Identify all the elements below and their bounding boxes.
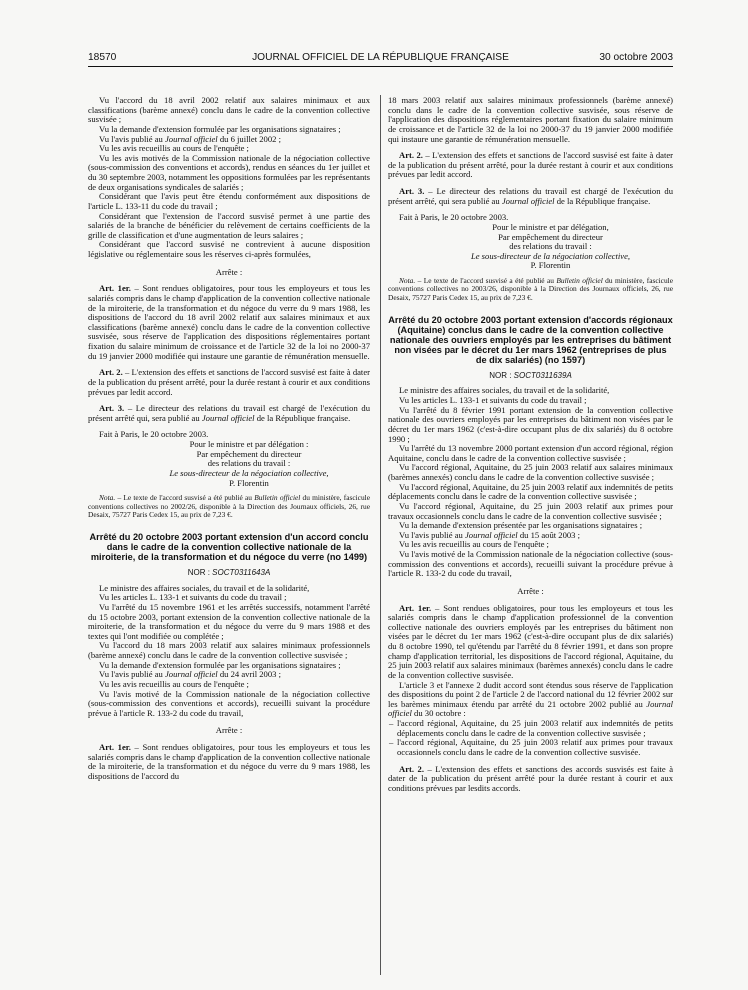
article-1: Art. 1er. – Sont rendues obligatoires, pour tous les employeurs et tous les salariés compris dans le champ d'application professionnel de la convention collective nationale des ouvriers employés par les entreprises du bâtiment non visées par le décret du 1er mars 1962 (c'est-à-dire occupant plus de dix salariés) du 8 octobre 1990, tel qu'étendu par l'arrêté du 8 février 1991, et dans son propre champ d'application territorial, les dispositions de l'accord régional, Aquitaine, du 25 juin 2003 relatif aux salaires minimaux (barèmes annexés) conclu dans le cadre de la convention collective susvisée. [388, 602, 673, 680]
visa: Vu l'avis publié au Journal officiel du 15 août 2003 ; [399, 529, 581, 540]
visa: Le ministre des affaires sociales, du travail et de la solidarité, [99, 582, 310, 593]
done-at: Fait à Paris, le 20 octobre 2003. [399, 212, 509, 223]
visa: Vu l'accord régional, Aquitaine, du 25 juin 2003 relatif aux primes pour travaux occasionnels conclu dans le cadre de la convention collective susvisée ; [388, 500, 673, 521]
visa: Considérant que l'extension de l'accord susvisé permet à une partie des salariés de la branche de bénéficier du relèvement de certains coefficients de la grille de classification et d'une augmentation de leurs salaires ; [88, 210, 370, 240]
article-3: Art. 3. – Le directeur des relations du travail est chargé de l'exécution du présent arrêté qui, sera publié au Journal officiel de la République française. [88, 403, 371, 423]
visa: Vu les avis recueillis au cours de l'enquête ; [99, 143, 249, 154]
nor-reference: NOR : SOCT0311639A [489, 370, 572, 380]
article-1-paragraph-2: L'article 3 et l'annexe 2 dudit accord sont étendus sous réserve de l'application des dispositions du point 2 de l'article 2 de l'accord national du 12 février 2002 sur les barèmes minimaux étendu par arrêté du 21 octobre 2002 publié au Journal officiel du 30 octobre : [388, 679, 673, 719]
issue-date: 30 octobre 2003 [599, 52, 673, 63]
article-2: Art. 2. – L'extension des effets et sanctions des accords susvisés est faite à dater de la publication du présent arrêté pour la durée restant à courir et aux conditions prévues par lesdits accords. [388, 763, 674, 793]
journal-title: JOURNAL OFFICIEL DE LA RÉPUBLIQUE FRANÇAISE [252, 52, 509, 63]
list-item: – l'accord régional, Aquitaine, du 25 juin 2003 relatif aux primes pour travaux occasionnels conclu dans le cadre de la convention collective susvisée. [388, 738, 673, 757]
page-number: 18570 [88, 52, 117, 63]
nota: Nota. – Le texte de l'accord susvisé a été publié au Bulletin officiel du ministère, fascicule conventions collectives no 2003/26, disponible à la Direction des Journaux officiels, 26, rue Desaix, 75727 Paris Cedex 15, au prix de 7,23 €. [388, 276, 673, 302]
decree-title: Arrêté du 20 octobre 2003 portant extension d'un accord conclu dans le cadre de la convention collective nationale de la miroiterie, de la transformation et du négoce du verre (no 1499) [89, 532, 369, 563]
decree-title: Arrêté du 20 octobre 2003 portant extension d'accords régionaux (Aquitaine) conclus dans le cadre de la convention collective nationale des ouvriers employés par les entreprises du bâtiment non visées par le décret du 1er mars 1962 (entreprises de plus de dix salariés) (no 1597) [388, 315, 673, 365]
visa: Vu les avis recueillis au cours de l'enquête ; [399, 539, 549, 550]
article-1: Art. 1er. – Sont rendues obligatoires, pour tous les employeurs et tous les salariés compris dans le champ d'application de la convention collective nationale de la miroiterie, de la transformation et du négoce du verre du 9 mars 1988, les dispositions de l'accord du 18 avril 2002 relatif aux salaires minimaux et aux classifications (barème annexé) conclu dans le cadre de la convention collective susvisée, sous réserve de l'application des dispositions réglementaires portant fixation du salaire minimum de croissance et de l'article 32 de la loi no 2000-37 du 19 janvier 2000 modifiée qui instaure une garantie de rémunération mensuelle. [88, 283, 370, 361]
visa: Vu la demande d'extension formulée par les organisations signataires ; [99, 123, 341, 134]
list-item: – l'accord régional, Aquitaine, du 25 juin 2003 relatif aux indemnités de petits déplacements conclu dans le cadre de la convention collective susvisée ; [388, 719, 673, 738]
arrete-heading: Arrête : [215, 725, 243, 736]
page-header [88, 52, 673, 66]
visa: Vu les avis motivés de la Commission nationale de la négociation collective (sous-commission des conventions et accords), rendus en séances du 1er juillet et du 30 septembre 2003, notamment les oppositions formulées par les représentants de deux organisations syndicales de salariés ; [88, 152, 370, 192]
arrete-heading: Arrête : [215, 266, 243, 277]
column-divider [380, 95, 381, 975]
visa: Vu l'arrêté du 8 février 1991 portant extension de la convention collective nationale des ouvriers employés par les entreprises du bâtiment non visées par le décret du 1er mars 1962 (c'est-à-dire occupant plus de dix salariés) du 8 octobre 1990 ; [388, 404, 673, 444]
visa: Vu la demande d'extension formulée par les organisations signataires ; [99, 659, 341, 670]
visa: Vu les articles L. 133-1 et suivants du code du travail ; [399, 395, 587, 405]
visa: Considérant que l'avis peut être étendu conformément aux dispositions de l'article L. 133-11 du code du travail ; [88, 191, 370, 211]
visa: Vu l'avis publié au Journal officiel du 6 juillet 2002 ; [99, 133, 281, 144]
visa: Vu l'arrêté du 15 novembre 1961 et les arrêtés successifs, notamment l'arrêté du 15 octobre 2003, portant extension de la convention collective nationale de la miroiterie, de la transformation et du négoce du verre du 9 mars 1988 et des textes qui l'ont modifiée ou complétée ; [88, 601, 370, 641]
right-column [388, 96, 673, 793]
header-rule [88, 66, 673, 67]
article-1: Art. 1er. – Sont rendues obligatoires, pour tous les employeurs et tous les salariés compris dans le champ d'application de la convention collective nationale de la miroiterie, de la transformation et du négoce du verre du 9 mars 1988, les dispositions de l'accord du [88, 742, 370, 781]
visa: Vu l'avis publié au Journal officiel du 24 avril 2003 ; [99, 669, 281, 680]
nor-reference: NOR : SOCT0311643A [187, 568, 271, 578]
visa: Vu les avis recueillis au cours de l'enquête ; [99, 678, 249, 689]
article-2: Art. 2. – L'extension des effets et sanctions de l'accord susvisé est faite à dater de la publication du présent arrêté, pour la durée restant à courir et aux conditions prévues par ledit accord. [88, 367, 370, 397]
visa: Considérant que l'accord susvisé ne contrevient à aucune disposition législative ou réglementaire sous les réserves ci-après formulées, [88, 239, 370, 259]
visa: Vu l'avis motivé de la Commission nationale de la négociation collective (sous-commission des conventions et accords), recueilli suivant la procédure prévue à l'article R. 133-2 du code du travail, [88, 688, 370, 718]
visa: Vu l'accord régional, Aquitaine, du 25 juin 2003 relatif aux salaires minimaux (barèmes annexés) conclu dans le cadre de la convention collective susvisée ; [388, 462, 673, 482]
signature-block: Pour le ministre et par délégation, Par empêchement du directeur des relations du travail : Le sous-directeur de la négociation collective, P. Florentin [470, 221, 631, 271]
article-3: Art. 3. – Le directeur des relations du travail est chargé de l'exécution du présent arrêté, qui sera publié au Journal officiel de la République française. [388, 186, 674, 206]
visa: Vu l'arrêté du 13 novembre 2000 portant extension d'un accord régional, région Aquitaine, conclu dans le cadre de la convention collective susvisée ; [388, 443, 673, 463]
visa: Vu l'accord du 18 mars 2003 relatif aux salaires minimaux professionnels (barème annexé) conclu dans le cadre de la convention collective susvisée ; [88, 640, 370, 661]
left-column [88, 96, 370, 782]
visa: Le ministre des affaires sociales, du travail et de la solidarité, [399, 385, 610, 396]
visa: Vu la demande d'extension présentée par les organisations signataires ; [399, 520, 643, 531]
visa: Vu l'avis motivé de la Commission nationale de la négociation collective (sous-commission des conventions et accords), recueilli suivant la procédure prévue à l'article R. 133-2 du code du travail, [388, 549, 673, 579]
visa: Vu les articles L. 133-1 et suivants du code du travail ; [99, 592, 287, 603]
article-2: Art. 2. – L'extension des effets et sanctions de l'accord susvisé est faite à dater de la publication du présent arrêté, pour la durée restant à courir et aux conditions prévues par ledit accord. [388, 150, 674, 180]
nota: Nota. – Le texte de l'accord susvisé a été publié au Bulletin officiel du ministère, fascicule conventions collectives no 2002/26, disponible à la Direction des Journaux officiels, 26, rue Desaix, 75727 Paris Cedex 15, au prix de 7,23 €. [88, 493, 370, 519]
visa: Vu l'accord du 18 avril 2002 relatif aux salaires minimaux et aux classifications (barème annexé) conclu dans le cadre de la convention collective susvisée ; [88, 95, 370, 125]
done-at: Fait à Paris, le 20 octobre 2003. [99, 429, 209, 440]
signature-block: Pour le ministre et par délégation : Par empêchement du directeur des relations du travail : Le sous-directeur de la négociation collective, P. Florentin [169, 439, 329, 488]
visa: Vu l'accord régional, Aquitaine, du 25 juin 2003 relatif aux indemnités de petits déplacements conclu dans le cadre de la convention collective susvisée ; [388, 481, 673, 502]
article-1-continued: 18 mars 2003 relatif aux salaires minimaux professionnels (barème annexé) conclu dans le cadre de la convention collective susvisée, sous réserve de l'application des dispositions réglementaires portant fixation du salaire minimum de croissance et de l'article 32 de la loi no 2000-37 du 19 janvier 2000 modifiée qui instaure une garantie de rémunération mensuelle. [388, 95, 673, 144]
arrete-heading: Arrête : [517, 585, 544, 596]
